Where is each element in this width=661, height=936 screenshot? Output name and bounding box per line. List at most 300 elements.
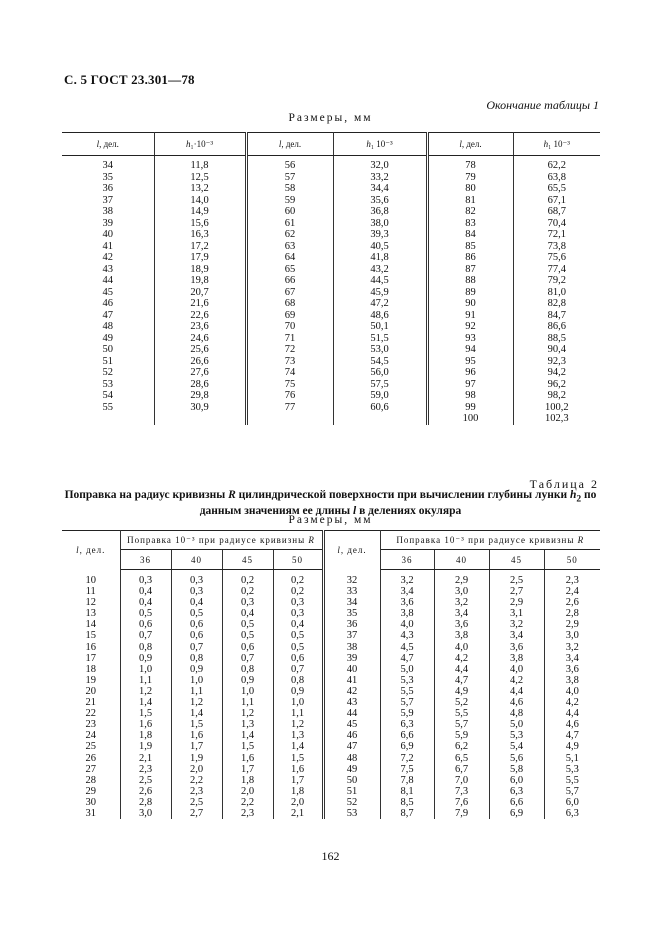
table2-cell: 5,6 [489,753,544,764]
table1-cell: 75,6 [547,252,566,263]
table2-cell: 4,0 [489,664,544,675]
table2-cell: 2,9 [489,597,544,608]
table2-cell: 3,8 [434,630,489,641]
table-row [62,298,600,310]
table1-cell: 62 [246,229,333,241]
table1-cell: 50,1 [333,321,427,333]
table2-cell: 0,5 [171,608,222,619]
table2-cell: 4,7 [434,675,489,686]
table2-cell: 5,3 [489,730,544,741]
table1-cell: 78 [427,160,513,172]
table1-cell: 94,2 [547,367,566,378]
table-row [62,275,600,287]
table1-cell: 24,6 [154,333,246,345]
table1-cell: 44,5 [333,275,427,287]
table1-cell [62,413,154,425]
table2-cell: 4,4 [489,686,544,697]
table2-cell: 0,8 [171,653,222,664]
table-row [62,356,600,368]
table2-cell: 2,9 [434,575,489,586]
table1-header-cell [62,133,154,156]
table2-cell: 2,7 [171,808,222,819]
table2-title-var-l: l [353,505,357,518]
table2-cell: 4,7 [380,653,434,664]
table-row [62,753,600,764]
table1-cell: 98 [427,390,513,402]
table2-cell: 0,5 [273,630,323,641]
table1-cell: 72 [246,344,333,356]
table2-title-var-h: h [569,489,577,501]
table2-cell: 37 [323,630,380,641]
table2-cell: 2,8 [120,797,171,808]
table-row [62,379,600,391]
table-row [62,653,600,664]
table2-title-var-r: R [228,489,236,501]
table2-cell: 5,4 [489,741,544,752]
table-row [62,183,600,195]
table1-cell: 34 [62,160,154,172]
table1-cell: 100 [427,413,513,425]
table2-cell: 34 [323,597,380,608]
table1-cell: 36,8 [333,206,427,218]
table2-cell: 3,2 [434,597,489,608]
table2-cell: 33 [323,586,380,597]
table1-cell: 74 [246,367,333,379]
table2-cell: 5,8 [489,764,544,775]
table2-cell: 6,0 [565,796,579,808]
table2-cell: 1,2 [273,719,323,730]
table2-cell: 41 [323,675,380,686]
table1-cell: 60,6 [333,402,427,414]
table1-cell: 102,3 [544,413,569,424]
table2-cell: 0,6 [171,630,222,641]
table2-cell: 35 [323,608,380,619]
table1-cell: 77,4 [547,263,566,275]
table2-cell: 4,7 [565,730,579,742]
table2-cell: 3,6 [434,619,489,630]
header-text: ₁ 10⁻³ [370,138,393,149]
table1-cell: 86 [427,252,513,264]
table1-cell: 80 [427,183,513,195]
table1-cell: 11,8 [154,160,246,172]
table1-cell: 76 [246,390,333,402]
table-row [62,241,600,253]
header-var: l [459,139,462,149]
table1-cell: 38,0 [333,218,427,230]
table2-cell: 0,9 [120,653,171,664]
table1-cell: 42 [62,252,154,264]
table-row [62,402,600,414]
table-row [62,642,600,653]
table1-cell: 44 [62,275,154,287]
table1-cell: 41 [62,241,154,253]
table1-cell: 59 [246,195,333,207]
table1-cell: 79 [427,172,513,184]
table2-cell: 1,5 [273,753,323,764]
table2-cell: 0,5 [222,630,273,641]
table2-cell: 5,7 [434,719,489,730]
table-row [62,630,600,641]
table2-cell: 0,3 [171,586,222,597]
table1-cell: 70,4 [547,217,566,229]
table1-cell: 36 [62,183,154,195]
table2-cell: 27 [62,764,120,775]
table2-title-part: Поправка на радиус кривизны [64,489,229,501]
table2-cell: 2,2 [222,797,273,808]
table2-cell: 25 [62,741,120,752]
table2-cell: 2,3 [120,764,171,775]
table2-cell: 1,0 [222,686,273,697]
table2-cell: 0,6 [222,642,273,653]
header-var: h [543,138,549,149]
table2-cell: 4,0 [434,642,489,653]
table2-cell: 4,9 [565,741,579,753]
table2-cell: 1,5 [222,741,273,752]
table2-cell: 5,0 [489,719,544,730]
table2-cell: 31 [62,808,120,819]
table2-cell: 15 [62,630,120,641]
table1-cell: 71 [246,333,333,345]
table1-cell: 14,0 [154,195,246,207]
table2-cell: 3,0 [120,808,171,819]
table2-cell: 1,3 [222,719,273,730]
table2-cell: 0,8 [120,642,171,653]
table2-cell: 0,7 [273,664,323,675]
table2-cell: 0,9 [273,686,323,697]
table-row [62,264,600,276]
table1-cell: 84,7 [547,309,566,321]
table-row [62,321,600,333]
table2-cell: 45 [323,719,380,730]
table1-cell: 38 [62,206,154,218]
table2-cell: 1,2 [222,708,273,719]
table1-cell: 43,2 [333,264,427,276]
table2-cell: 7,9 [434,808,489,819]
table1-cell: 67 [246,287,333,299]
table-row [62,808,600,819]
table2-cell: 29 [62,786,120,797]
table2-cell: 3,8 [380,608,434,619]
table2-cell: 4,2 [489,675,544,686]
table2-units: Размеры, мм [288,514,373,526]
table2-cell: 2,7 [489,586,544,597]
table2-cell: 0,9 [171,664,222,675]
table2-cell: 26 [62,753,120,764]
table2-cell: 3,2 [489,619,544,630]
table2-cell: 4,4 [565,708,579,720]
table1-cell: 68 [246,298,333,310]
table-row [62,575,600,586]
table-row [62,686,600,697]
table1-cell: 67,1 [547,194,566,206]
table-row [62,160,600,172]
table2-body [62,570,600,820]
table1-cell: 52 [62,367,154,379]
table1-cell: 79,2 [547,275,566,286]
table1-cell: 21,6 [154,298,246,310]
table2-cell: 1,8 [273,786,323,797]
table2-cell: 3,6 [380,597,434,608]
table1-cell: 15,6 [154,218,246,230]
table2-cell: 38 [323,642,380,653]
header-text: , дел. [99,139,119,149]
table2-cell: 5,0 [380,664,434,675]
table2-cell: 0,5 [222,619,273,630]
table1-cell: 90,4 [547,344,566,355]
table1-cell: 48 [62,321,154,333]
table2-cell: 4,9 [434,686,489,697]
table1-cell: 56,0 [333,367,427,379]
header-var: l [278,139,282,149]
table1-cell: 55 [62,402,154,414]
table1-cell: 20,7 [154,287,246,299]
table2-cell: 1,7 [171,741,222,752]
table1-cell: 53 [62,379,154,391]
table1-cell: 77 [246,402,333,414]
table2-cell: 0,8 [222,664,273,675]
table1-cell: 51 [62,356,154,368]
table2-cell: 2,5 [120,775,171,786]
table2-cell: 8,1 [380,786,434,797]
table1-cell: 17,9 [154,252,246,264]
table-row [62,310,600,322]
table2-cell: 19 [62,675,120,686]
table2-cell: 2,9 [565,619,579,631]
table1-cell: 73 [246,356,333,368]
table1-cell: 53,0 [333,344,427,356]
table2-cell: 53 [323,808,380,819]
table2-cell: 2,0 [273,797,323,808]
table1-cell: 17,2 [154,241,246,253]
table2-cell: 0,2 [222,586,273,597]
table1-cell: 48,6 [333,310,427,322]
table2-radius-header-right: 36 [380,550,434,570]
header-var: h [185,138,191,149]
table-row [62,764,600,775]
table2-cell: 0,5 [120,608,171,619]
table1-cell: 96,2 [547,378,566,390]
table1-cell: 69 [246,310,333,322]
table2-cell: 1,3 [273,730,323,741]
table2-cell: 5,3 [380,675,434,686]
table2-cell: 6,3 [489,786,544,797]
table1-cell: 51,5 [333,333,427,345]
table1-cell: 82 [427,206,513,218]
table2-cell: 1,7 [222,764,273,775]
table1-cell: 41,8 [333,252,427,264]
table2-cell: 5,7 [380,697,434,708]
table2-cell: 2,4 [565,586,579,598]
table2-cell: 3,4 [565,652,579,664]
table1-cell: 65,5 [547,183,566,194]
table2-radius-header-left: 36 [120,550,171,570]
table-row [62,218,600,230]
table2-cell: 5,9 [380,708,434,719]
table2-cell: 8,7 [380,808,434,819]
table2-cell: 48 [323,753,380,764]
table1-cell: 88 [427,275,513,287]
table2-title-part: цилиндрической поверхности при вычислении глубины лунки [235,489,570,501]
table2-cell: 0,4 [222,608,273,619]
table2-cell: 1,1 [171,686,222,697]
table2-cell: 23 [62,719,120,730]
table2-cell: 30 [62,797,120,808]
table1-cell: 40 [62,229,154,241]
table1-cell [333,413,427,425]
table-row [62,597,600,608]
table2-cell: 11 [62,586,120,597]
table2-cell: 40 [323,664,380,675]
table1-cell: 26,6 [154,356,246,368]
table-row [62,697,600,708]
table2-cell: 0,3 [273,608,323,619]
table1-cell: 62,2 [547,160,566,171]
table1-cell: 30,9 [154,402,246,414]
table1-cell: 100,2 [544,401,569,413]
table1-cell: 46 [62,298,154,310]
table2-cell: 7,3 [434,786,489,797]
table-row [62,775,600,786]
table2-cell: 47 [323,741,380,752]
table2-cell: 6,9 [380,741,434,752]
table2-cell: 8,5 [380,797,434,808]
table-row [62,619,600,630]
table2-cell: 3,8 [489,653,544,664]
table2-header-l-right [323,531,380,570]
table2-header-l-left [62,531,120,570]
table1-cell [154,413,246,425]
table2-cell: 6,6 [380,730,434,741]
table-row [62,206,600,218]
table1 [62,132,600,425]
table2-cell: 20 [62,686,120,697]
table1-cell: 39,3 [333,229,427,241]
table2-cell: 1,0 [171,675,222,686]
table-row [62,413,600,425]
table1-header-cell [513,133,600,156]
table2-cell: 7,0 [434,775,489,786]
table2-radius-header-right: 50 [544,550,600,570]
table1-cell: 49 [62,333,154,345]
header-var: R [577,534,585,545]
header-text: ₁·10⁻³ [190,138,214,149]
table2-cell: 6,3 [565,807,579,819]
table1-cell: 66 [246,275,333,287]
table2-cell: 3,6 [489,642,544,653]
table2-cell: 5,2 [434,697,489,708]
table1-cell: 88,5 [547,332,566,344]
header-text: ₁ 10⁻³ [548,138,570,149]
header-text: Поправка 10⁻³ при радиусе кривизны [127,534,309,545]
table1-cell: 29,8 [154,390,246,402]
table1-header-cell [154,133,246,156]
header-text: , дел. [461,139,482,149]
table2-cell: 2,2 [171,775,222,786]
table-row [62,367,600,379]
table2-cell: 5,3 [565,763,579,775]
table2-cell: 12 [62,597,120,608]
table2-cell: 0,3 [120,575,171,586]
table1-cell: 25,6 [154,344,246,356]
table2-cell: 14 [62,619,120,630]
header-var: l [337,545,341,556]
table1-cell: 95 [427,356,513,368]
table-row [62,797,600,808]
table2-cell: 0,7 [120,630,171,641]
table2-cell: 28 [62,775,120,786]
table2-cell: 6,3 [380,719,434,730]
table1-cell: 72,1 [547,229,566,240]
table2-cell: 1,4 [171,708,222,719]
table2-cell: 39 [323,653,380,664]
table1-continuation-caption: Окончание таблицы 1 [486,98,599,112]
table-row [62,730,600,741]
table-row [62,664,600,675]
table2-cell: 17 [62,653,120,664]
table1-cell: 18,9 [154,264,246,276]
table2-cell: 0,9 [222,675,273,686]
table1-cell: 68,7 [547,206,566,217]
table-row [62,719,600,730]
table2-cell: 3,2 [380,575,434,586]
table2-cell: 3,2 [565,641,579,653]
header-var: R [308,534,315,545]
header-text: , дел. [281,139,302,149]
table-row [62,741,600,752]
table2-cell: 1,7 [273,775,323,786]
table-row [62,786,600,797]
table1-cell: 22,6 [154,310,246,322]
table2-cell: 0,2 [273,575,323,586]
table2-cell: 7,6 [434,797,489,808]
table1-cell: 81 [427,195,513,207]
table2-cell: 4,5 [380,642,434,653]
table2-cell: 2,5 [489,575,544,586]
table1-units: Размеры, мм [288,112,373,124]
table2-cell: 3,4 [380,586,434,597]
table2-cell: 1,5 [171,719,222,730]
table2-cell: 6,6 [489,797,544,808]
table2-cell: 5,5 [380,686,434,697]
table2-cell: 2,6 [565,597,579,609]
table2-cell: 3,0 [434,586,489,597]
table2-cell: 1,1 [273,708,323,719]
table2-cell: 2,0 [222,786,273,797]
table2-cell: 1,6 [222,753,273,764]
table2-cell: 50 [323,775,380,786]
table2-cell: 4,6 [489,697,544,708]
table2-cell: 43 [323,697,380,708]
table2-cell: 4,2 [434,653,489,664]
table2-cell: 32 [323,575,380,586]
table2-cell: 44 [323,708,380,719]
table2-cell: 3,1 [489,608,544,619]
table2-cell: 24 [62,730,120,741]
table2-label: Таблица 2 [529,477,599,491]
table2-cell: 4,4 [434,664,489,675]
table1-cell: 12,5 [154,172,246,184]
table-row [62,608,600,619]
table2-cell: 36 [323,619,380,630]
table2-cell: 46 [323,730,380,741]
table1-cell: 73,8 [547,240,566,252]
table2-cell: 7,5 [380,764,434,775]
table1-cell: 54 [62,390,154,402]
table2-cell: 22 [62,708,120,719]
table2-radius-header-right: 40 [434,550,489,570]
table2-cell: 0,2 [222,575,273,586]
table2-cell: 2,5 [171,797,222,808]
